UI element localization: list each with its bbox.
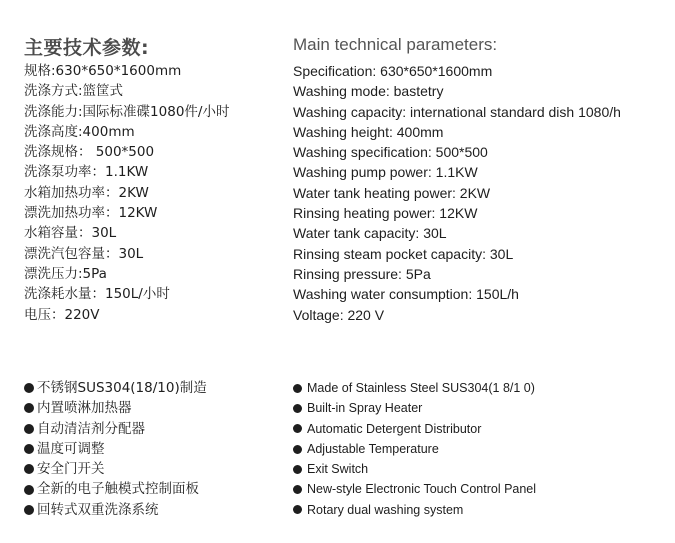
feature-text: 安全门开关 — [37, 461, 105, 478]
param-item: 洗涤耗水量：150L/小时 — [24, 286, 170, 303]
param-item: 电压：220V — [24, 306, 100, 323]
feature-text: 不锈钢SUS304(18/10)制造 — [37, 380, 207, 396]
param-item: 漂洗加热功率：12KW — [24, 205, 158, 222]
feature-text: 温度可调整 — [37, 440, 105, 457]
bullet-icon — [293, 485, 302, 494]
feature-text: Automatic Detergent Distributor — [307, 421, 482, 436]
bullet-icon — [24, 444, 34, 454]
feature-item — [293, 398, 536, 418]
param-item: 漂洗汽包容量：30L — [24, 245, 144, 262]
param-item: Washing capacity: international standard dish 1080/h — [293, 103, 621, 120]
feature-item — [293, 378, 536, 398]
feature-item — [293, 500, 536, 520]
param-item: 水箱容量：30L — [24, 225, 117, 242]
chinese-heading: 主要技术参数: — [24, 37, 150, 59]
param-item: 洗涤方式:篮筐式 — [24, 83, 124, 100]
feature-item — [293, 439, 536, 459]
chinese-feature-list — [24, 378, 207, 520]
param-item: 洗涤规格： 500*500 — [24, 144, 155, 161]
feature-text: 自动清洁剂分配器 — [37, 420, 145, 437]
param-item: 水箱加热功率：2KW — [24, 184, 149, 201]
param-item: Washing water consumption: 150L/h — [293, 286, 519, 303]
param-item: 漂洗压力:5Pa — [24, 265, 107, 282]
param-item: Specification: 630*650*1600mm — [293, 63, 493, 79]
bullet-icon — [24, 424, 34, 434]
bullet-icon — [293, 404, 302, 413]
feature-item — [24, 459, 207, 479]
feature-text: 回转式双重洗涤系统 — [37, 501, 159, 518]
param-item: Water tank heating power: 2KW — [293, 184, 491, 201]
feature-item — [293, 419, 536, 439]
bullet-icon — [293, 424, 302, 433]
param-item: Rinsing steam pocket capacity: 30L — [293, 245, 514, 262]
param-item: Water tank capacity: 30L — [293, 225, 447, 242]
english-parameter-list — [293, 61, 621, 325]
param-item: Rinsing heating power: 12KW — [293, 205, 478, 222]
bullet-icon — [24, 464, 34, 474]
feature-item — [24, 419, 207, 439]
feature-item — [24, 398, 207, 418]
bullet-icon — [24, 383, 34, 393]
param-item: Washing specification: 500*500 — [293, 144, 488, 161]
bullet-icon — [293, 505, 302, 514]
bullet-icon — [293, 384, 302, 393]
feature-text: New-style Electronic Touch Control Panel — [307, 482, 537, 497]
chinese-parameter-list — [24, 61, 229, 325]
param-item: Washing height: 400mm — [293, 123, 444, 140]
feature-text: Rotary dual washing system — [307, 502, 464, 517]
param-item: 规格:630*650*1600mm — [24, 63, 182, 79]
bullet-icon — [24, 485, 34, 495]
param-item: Voltage: 220 V — [293, 306, 385, 323]
feature-text: 全新的电子触模式控制面板 — [37, 481, 199, 498]
feature-text: Exit Switch — [307, 462, 369, 477]
feature-item — [293, 459, 536, 479]
bullet-icon — [293, 465, 302, 474]
param-item: 洗涤能力:国际标准碟1080件/小时 — [24, 103, 230, 120]
feature-text: Adjustable Temperature — [307, 441, 439, 456]
param-item: Washing mode: bastetry — [293, 83, 444, 100]
param-item: 洗涤泵功率：1.1KW — [24, 164, 149, 181]
feature-item — [24, 378, 207, 398]
feature-item — [24, 439, 207, 459]
feature-text: Made of Stainless Steel SUS304(1 8/1 0) — [307, 381, 535, 395]
bullet-icon — [293, 445, 302, 454]
param-item: 洗涤高度:400mm — [24, 123, 135, 140]
param-item: Washing pump power: 1.1KW — [293, 164, 478, 181]
feature-item — [24, 479, 207, 499]
feature-item — [24, 500, 207, 520]
feature-item — [293, 479, 536, 499]
feature-text: 内置喷淋加热器 — [37, 400, 132, 417]
english-heading: Main technical parameters: — [293, 35, 498, 54]
bullet-icon — [24, 403, 34, 413]
param-item: Rinsing pressure: 5Pa — [293, 265, 431, 282]
english-feature-list — [293, 378, 536, 520]
bullet-icon — [24, 505, 34, 515]
feature-text: Built-in Spray Heater — [307, 401, 423, 416]
